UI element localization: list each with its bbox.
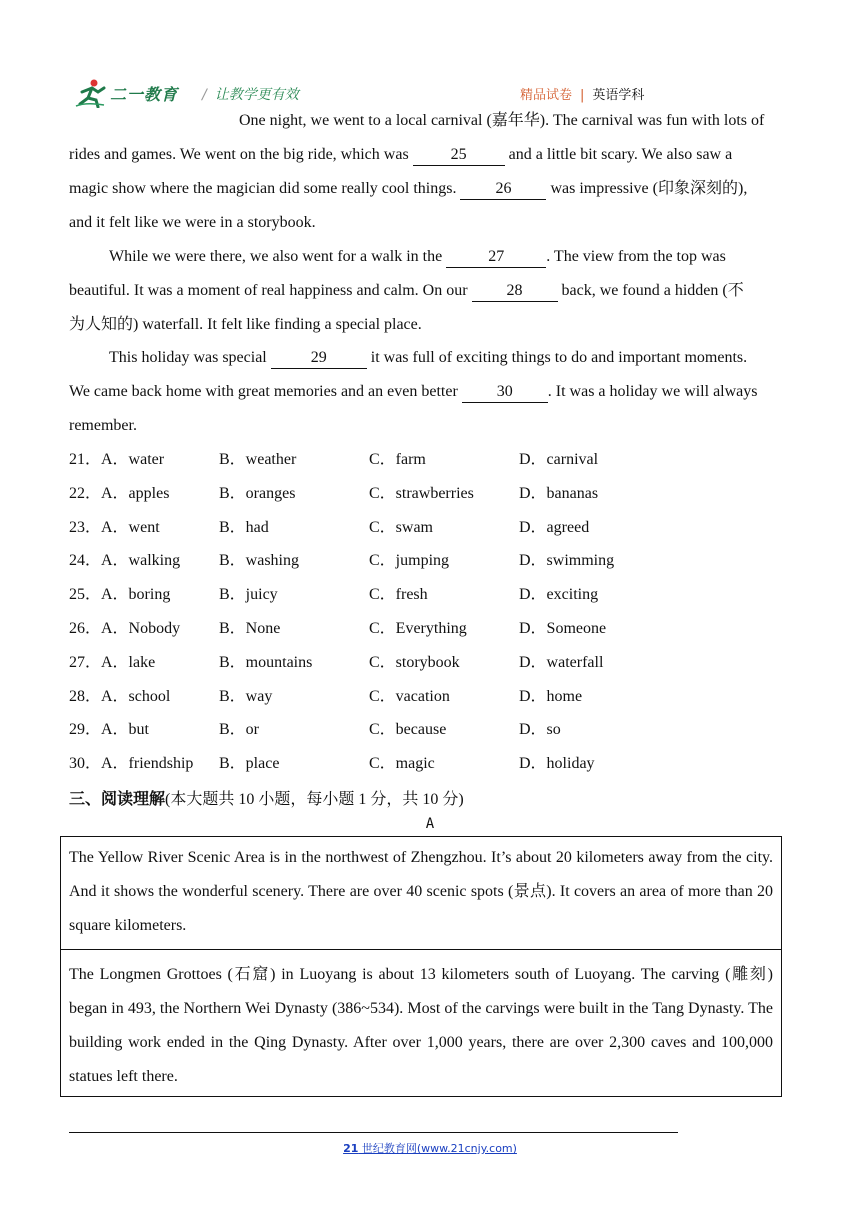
text-line bbox=[69, 274, 816, 308]
blank-27: 27 bbox=[446, 247, 546, 268]
option-b: B．None bbox=[219, 619, 281, 637]
section-title: 三、阅读理解 bbox=[69, 789, 166, 808]
blank-26: 26 bbox=[460, 179, 546, 200]
text-line: 为人知的) waterfall. It felt like finding a special place. bbox=[69, 316, 422, 333]
text-segment: This holiday was special bbox=[109, 349, 271, 366]
question-row-21 bbox=[69, 443, 769, 477]
section-heading bbox=[69, 782, 464, 817]
option-d: D．swimming bbox=[519, 552, 615, 570]
text-line bbox=[69, 341, 816, 375]
blank-25: 25 bbox=[413, 145, 505, 166]
options-list bbox=[69, 443, 769, 781]
option-b: B．washing bbox=[219, 552, 300, 570]
section-note: (本大题共 10 小题，每小题 1 分，共 10 分) bbox=[165, 791, 464, 808]
option-a: 29．A．but bbox=[69, 721, 150, 739]
option-d: D．agreed bbox=[519, 518, 590, 536]
option-d: D．holiday bbox=[519, 755, 595, 773]
text-line: remember. bbox=[69, 417, 137, 434]
option-b: B．or bbox=[219, 721, 260, 739]
passage-paragraph-1 bbox=[69, 104, 816, 240]
text-line bbox=[69, 172, 816, 206]
blank-30: 30 bbox=[462, 382, 548, 403]
option-b: B．had bbox=[219, 518, 269, 536]
question-row-23 bbox=[69, 511, 769, 545]
option-c: C．jumping bbox=[369, 552, 450, 570]
option-c: C．Everything bbox=[369, 619, 467, 637]
text-line bbox=[69, 240, 816, 274]
option-b: B．way bbox=[219, 687, 273, 705]
option-d: D．home bbox=[519, 687, 583, 705]
question-row-28 bbox=[69, 680, 769, 714]
option-d: D．carnival bbox=[519, 451, 599, 468]
text-segment: was impressive (印象深刻的), bbox=[546, 180, 748, 197]
option-d: D．so bbox=[519, 721, 561, 739]
question-row-25 bbox=[69, 578, 769, 612]
passage-paragraph-3 bbox=[69, 341, 816, 443]
option-b: B．mountains bbox=[219, 653, 313, 671]
option-b: B．oranges bbox=[219, 484, 296, 502]
option-b: B．juicy bbox=[219, 586, 278, 604]
option-a: 22．A．apples bbox=[69, 484, 170, 502]
tag-separator: | bbox=[580, 88, 585, 103]
text-segment: and a little bit scary. We also saw a bbox=[504, 146, 733, 163]
passage-paragraph-2 bbox=[69, 240, 816, 342]
text-segment: We came back home with great memories and an even better bbox=[69, 383, 462, 400]
text-segment: . It was a holiday we will always bbox=[547, 383, 758, 400]
option-d: D．Someone bbox=[519, 619, 607, 637]
blank-28: 28 bbox=[472, 281, 558, 302]
option-c: C．storybook bbox=[369, 653, 460, 671]
option-c: C．strawberries bbox=[369, 484, 474, 502]
text-segment: magic show where the magician did some really cool things. bbox=[69, 180, 461, 197]
question-row-24 bbox=[69, 544, 769, 578]
option-a: 30．A．friendship bbox=[69, 755, 194, 773]
tag-label: 精品试卷 bbox=[520, 88, 573, 103]
option-a: 21．A．water bbox=[69, 451, 165, 468]
option-c: C．magic bbox=[369, 755, 435, 773]
text-segment: While we were there, we also went for a walk in the bbox=[109, 248, 447, 265]
question-row-22 bbox=[69, 477, 769, 511]
question-row-30 bbox=[69, 747, 769, 781]
option-b: B．weather bbox=[219, 451, 297, 468]
text-segment: it was full of exciting things to do and important moments. bbox=[366, 349, 748, 366]
question-row-26 bbox=[69, 612, 769, 646]
text-segment: beautiful. It was a moment of real happiness and calm. On our bbox=[69, 282, 472, 299]
slogan bbox=[202, 84, 299, 104]
option-a: 26．A．Nobody bbox=[69, 619, 181, 637]
reading-box-longmen: The Longmen Grottoes (石窟) in Luoyang is about 13 kilometers south of Luoyang. The carving (雕刻) began in 493, the Northern Wei Dynasty (386~534). Most of the carvings were built in the Tang Dynasty. The building work ended in the Qing Dynasty. After over 1,000 years, there are over 2,300 caves and 100,000 statues left there. bbox=[60, 949, 782, 1097]
text-line: and it felt like we were in a storybook. bbox=[69, 214, 316, 231]
subject-tag bbox=[520, 84, 644, 103]
reading-box-yellow-river: The Yellow River Scenic Area is in the northwest of Zhengzhou. It’s about 20 kilometers away from the city. And it shows the wonderful scenery. There are over 40 scenic spots (景点). It covers an area of more than 20 square kilometers. bbox=[60, 836, 782, 950]
footer-number[interactable]: 21 bbox=[343, 1142, 359, 1155]
option-d: D．exciting bbox=[519, 586, 599, 604]
text-line bbox=[69, 375, 816, 409]
footer[interactable] bbox=[0, 1140, 860, 1156]
option-c: C．vacation bbox=[369, 687, 450, 705]
footer-divider bbox=[69, 1132, 678, 1133]
question-row-27 bbox=[69, 646, 769, 680]
part-label: A bbox=[425, 816, 435, 832]
option-a: 28．A．school bbox=[69, 687, 171, 705]
option-c: C．fresh bbox=[369, 586, 428, 604]
option-d: D．bananas bbox=[519, 484, 599, 502]
option-a: 23．A．went bbox=[69, 518, 160, 536]
text-line: One night, we went to a local carnival (嘉年华). The carnival was fun with lots of bbox=[239, 112, 765, 129]
footer-link[interactable]: 世纪教育网(www.21cnjy.com) bbox=[358, 1142, 517, 1155]
blank-29: 29 bbox=[271, 348, 367, 369]
option-a: 27．A．lake bbox=[69, 653, 156, 671]
option-a: 24．A．walking bbox=[69, 552, 181, 570]
slogan-separator: / bbox=[202, 87, 207, 103]
option-c: C．because bbox=[369, 721, 447, 739]
text-segment: rides and games. We went on the big ride, which was bbox=[69, 146, 413, 163]
tag-subject: 英语学科 bbox=[592, 88, 645, 103]
text-segment: back, we found a hidden (不 bbox=[557, 282, 744, 299]
option-d: D．waterfall bbox=[519, 653, 604, 671]
logo-text: 二一教育 bbox=[110, 85, 179, 104]
slogan-text: 让教学更有效 bbox=[214, 87, 299, 103]
question-row-29 bbox=[69, 713, 769, 747]
text-segment: . The view from the top was bbox=[546, 248, 726, 265]
option-b: B．place bbox=[219, 755, 280, 773]
option-c: C．swam bbox=[369, 518, 434, 536]
option-a: 25．A．boring bbox=[69, 586, 171, 604]
text-line bbox=[69, 138, 816, 172]
option-c: C．farm bbox=[369, 451, 426, 468]
